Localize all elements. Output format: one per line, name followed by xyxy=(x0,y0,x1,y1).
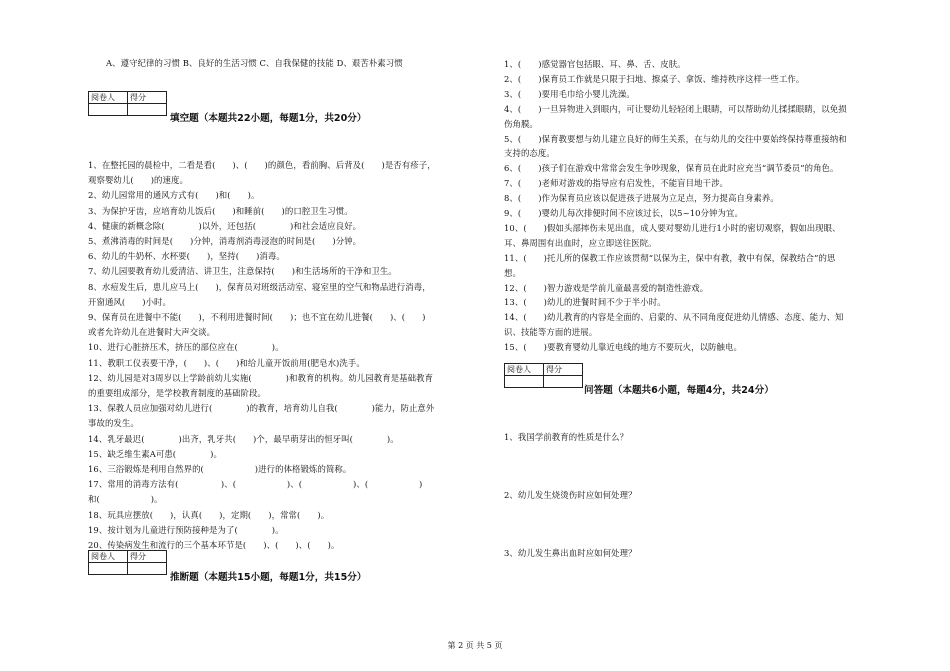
score-cell xyxy=(128,563,167,575)
fill-question-line: 4、健康的新概念除( )以外，还包括( )和社会适应良好。 xyxy=(88,220,362,231)
fill-question-line: 17、常用的消毒方法有( )、( )、( )、( ) xyxy=(88,479,423,490)
section-title-fill: 填空题（本题共22小题，每题1分，共20分） xyxy=(170,113,367,124)
fill-question-line: 7、幼儿园要教育幼儿爱清洁、讲卫生，注意保持( )和生活场所的干净和卫生。 xyxy=(88,266,397,277)
fill-question-line: 或者允许幼儿在进餐时大声交谈。 xyxy=(88,327,216,338)
fill-question-line: 3、为保护牙齿，应培育幼儿饭后( )和睡前( )的口腔卫生习惯。 xyxy=(88,205,353,216)
score-cell xyxy=(128,104,167,116)
top-options: A、遵守纪律的习惯 B、良好的生活习惯 C、自我保健的技能 D、艰苦朴素习惯 xyxy=(106,58,403,68)
score-cell xyxy=(544,376,583,388)
judge-question-line: 1、( )感觉器官包括眼、耳、鼻、舌、皮肤。 xyxy=(504,59,686,69)
judge-question-line: 11、( )托儿所的保教工作应该贯彻“以保为主，保中有教，教中有保，保教结合”的思 xyxy=(504,252,836,263)
fill-question-line: 11、教职工仪表要干净，( )、( )和给儿童开饭前用(肥皂水)洗手。 xyxy=(88,357,365,368)
fill-question-line: 开窗通风( )小时。 xyxy=(88,296,172,307)
qa-question-3: 3、幼儿发生鼻出血时应如何处理？ xyxy=(504,548,637,558)
judge-question-line: 8、( )作为保育员应该以促进孩子进展为立足点，努力提高自身素养。 xyxy=(504,193,779,204)
fill-question-line: 19、按计划为儿童进行预防接种是为了( )。 xyxy=(88,524,284,535)
fill-question-line: 5、煮沸消毒的时间是( )分钟，消毒剂消毒浸泡的时间是( )分钟。 xyxy=(88,236,362,246)
fill-question-line: 16、三浴锻炼是利用自然界的( )进行的体格锻炼的简称。 xyxy=(88,464,352,474)
fill-question-line: 10、进行心脏挤压术，挤压的部位应在( )。 xyxy=(88,342,284,353)
fill-question-line: 观察婴幼儿( )的速度。 xyxy=(88,175,188,186)
judge-question-line: 10、( )假如头部摔伤未见出血，成人要对婴幼儿进行1小时的密切观察，假如出现眼、 xyxy=(504,222,841,233)
fill-question-line: 事故的发生。 xyxy=(88,418,139,429)
reviewer-label: 阅卷人 xyxy=(89,551,128,563)
judge-question-line: 想。 xyxy=(504,267,521,278)
judge-question-line: 伤角膜。 xyxy=(504,118,538,129)
judge-question-line: 耳、鼻周围有出血时，应立即送往医院。 xyxy=(504,237,657,248)
score-label: 得分 xyxy=(544,364,583,376)
fill-question-line: 12、幼儿园是对3周岁以上学龄前幼儿实施( )和教育的机构。幼儿园教育是基础教育 xyxy=(88,372,434,383)
fill-question-line: 9、保育员在进餐中不能( )，不利用进餐时间( )；也不宜在幼儿进餐( )、( ) xyxy=(88,312,426,322)
fill-question-line: 20、传染病发生和流行的三个基本环节是( )、( )、( )。 xyxy=(88,540,340,550)
judge-question-line: 识、技能等方面的进展。 xyxy=(504,327,598,338)
judge-question-line: 4、( )一旦异物进入到眼内，可让婴幼儿轻轻闭上眼睛，可以帮助幼儿揉揉眼睛，以免损 xyxy=(504,103,847,114)
fill-question-line: 2、幼儿园常用的通风方式有( )和( )。 xyxy=(88,190,260,201)
fill-question-line: 1、在整托园的晨检中，二看是看( )、( )的颜色，看前胸、后背及( )是否有疹子， xyxy=(88,160,436,170)
score-box-qa xyxy=(504,363,583,388)
fill-question-line: 13、保教人员应加强对幼儿进行( )的教育，培育幼儿自我( )能力，防止意外 xyxy=(88,403,435,414)
judge-question-line: 12、( )智力游戏是学前儿童最喜爱的制造性游戏。 xyxy=(504,282,709,293)
fill-question-line: 6、幼儿的牛奶杯、水杯要( )，坚持( )消毒。 xyxy=(88,251,285,262)
judge-question-line: 支持的态度。 xyxy=(504,148,555,159)
judge-question-line: 15、( )要教育婴幼儿靠近电线的地方不要玩火，以防触电。 xyxy=(504,342,742,353)
fill-question-line: 18、玩具应摆放( )，认真( )，定期( )，常常( )。 xyxy=(88,509,330,520)
section-title-qa: 问答题（本题共6小题，每题4分，共24分） xyxy=(584,385,774,396)
reviewer-label: 阅卷人 xyxy=(89,92,128,104)
score-label: 得分 xyxy=(128,551,167,563)
qa-question-1: 1、我国学前教育的性质是什么？ xyxy=(504,432,629,442)
judge-question-line: 3、( )要用毛巾给小婴儿洗澡。 xyxy=(504,88,635,99)
qa-question-2: 2、幼儿发生烧烫伤时应如何处理？ xyxy=(504,490,637,500)
fill-question-line: 14、乳牙最迟( )出齐，乳牙共( )个，最早萌芽出的恒牙叫( )。 xyxy=(88,433,399,444)
reviewer-cell xyxy=(89,104,128,116)
judge-question-line: 2、( )保育员工作就是只限于扫地、擦桌子、拿饭、维持秩序这样一些工作。 xyxy=(504,73,805,84)
fill-question-line: 8、水痘发生后，患儿应马上( )，保育员对班级活动室、寝室里的空气和物品进行消毒， xyxy=(88,281,431,292)
judge-question-line: 13、( )幼儿的进餐时间不少于半小时。 xyxy=(504,297,666,308)
fill-question-line: 15、缺乏维生素A可患( )。 xyxy=(88,448,222,459)
fill-question-line: 的重要组成部分，是学校教育制度的基础阶段。 xyxy=(88,388,266,398)
fill-question-line: 和( )。 xyxy=(88,494,163,505)
reviewer-label: 阅卷人 xyxy=(505,364,544,376)
judge-question-line: 6、( )孩子们在游戏中常常会发生争吵现象，保育员在此时应充当“调节委员”的角色。 xyxy=(504,163,839,174)
score-box-judge xyxy=(88,550,167,575)
score-box-fill xyxy=(88,91,167,116)
section-title-judge: 推断题（本题共15小题，每题1分，共15分） xyxy=(170,572,367,583)
judge-question-line: 5、( )保育教要想与幼儿建立良好的师生关系，在与幼儿的交往中要始终保持尊重接纳和 xyxy=(504,133,847,144)
judge-question-line: 9、( )婴幼儿每次排便时间不应该过长，以5~10分钟为宜。 xyxy=(504,208,743,218)
score-label: 得分 xyxy=(128,92,167,104)
reviewer-cell xyxy=(89,563,128,575)
judge-question-line: 14、( )幼儿教育的内容是全面的、启蒙的、从不同角度促进幼儿情感、态度、能力、知 xyxy=(504,312,844,323)
reviewer-cell xyxy=(505,376,544,388)
judge-question-line: 7、( )老师对游戏的指导应有启发性，不能盲目地干涉。 xyxy=(504,178,729,189)
page-footer: 第 2 页 共 5 页 xyxy=(447,641,503,650)
